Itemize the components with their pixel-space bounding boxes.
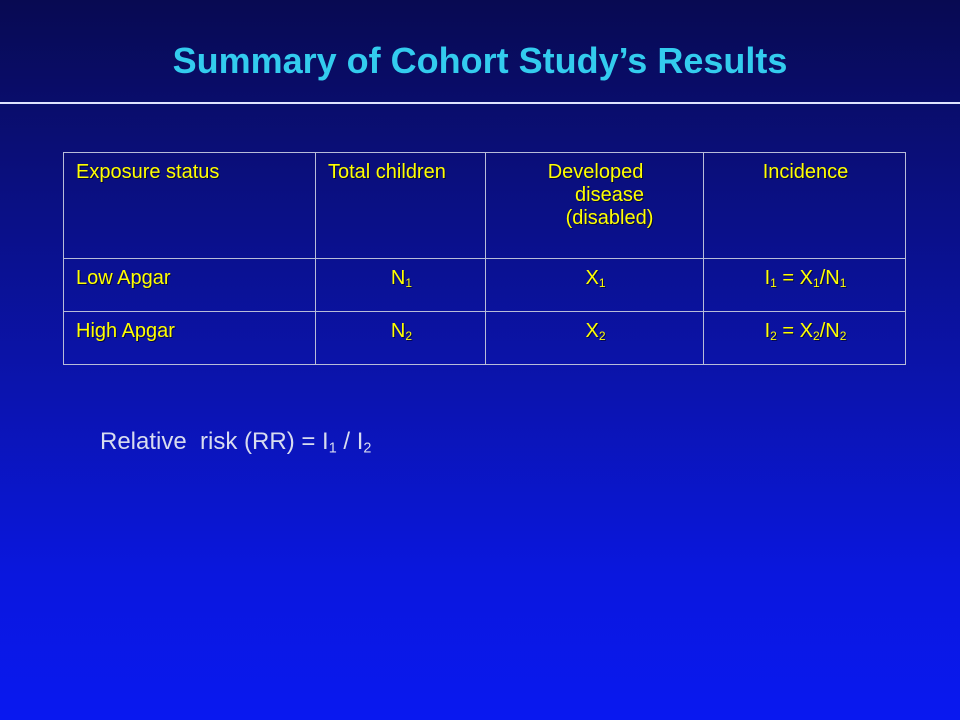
slide-title: Summary of Cohort Study’s Results — [172, 40, 788, 81]
cell-total-base: N — [390, 320, 406, 342]
cell-exposure: High Apgar — [64, 312, 316, 365]
incidence-eq: = X — [776, 267, 813, 289]
cell-developed-sub: 2 — [598, 329, 606, 343]
header-total-children: Total children — [316, 153, 486, 259]
cell-exposure: Low Apgar — [64, 259, 316, 312]
incidence-x-sub: 1 — [813, 276, 820, 290]
results-table — [63, 152, 906, 365]
formula-prefix: Relative risk (RR) = I — [100, 428, 329, 455]
title-divider — [0, 102, 960, 104]
header-incidence: Incidence — [704, 153, 906, 259]
cell-total-base: N — [390, 267, 406, 289]
relative-risk-formula — [100, 428, 371, 456]
cell-developed — [486, 259, 704, 312]
cell-developed — [486, 312, 704, 365]
formula-sub2: 2 — [363, 440, 372, 457]
cell-incidence — [704, 259, 906, 312]
cell-total-sub: 1 — [405, 276, 413, 290]
incidence-i: I — [764, 320, 771, 342]
incidence-x-sub: 2 — [813, 329, 820, 343]
header-developed-disease — [486, 153, 704, 259]
formula-mid: / I — [336, 428, 364, 455]
header-developed-line3: (disabled) — [565, 207, 654, 229]
cell-incidence — [704, 312, 906, 365]
cell-developed-base: X — [585, 320, 599, 342]
incidence-i: I — [764, 267, 771, 289]
cell-developed-base: X — [585, 267, 599, 289]
incidence-i-sub: 2 — [770, 329, 777, 343]
cell-developed-sub: 1 — [598, 276, 606, 290]
cell-total — [316, 259, 486, 312]
incidence-slash: /N — [819, 267, 840, 289]
table-row — [64, 312, 906, 365]
header-exposure-status: Exposure status — [64, 153, 316, 259]
incidence-n-sub: 2 — [839, 329, 847, 343]
table-row — [64, 259, 906, 312]
formula-sub1: 1 — [328, 440, 337, 457]
header-developed-line1: Developed — [547, 161, 644, 183]
incidence-eq: = X — [776, 320, 813, 342]
incidence-slash: /N — [819, 320, 840, 342]
cell-total-sub: 2 — [405, 329, 413, 343]
header-developed-line2: disease — [575, 184, 644, 206]
cell-total — [316, 312, 486, 365]
table-header-row — [64, 153, 906, 259]
incidence-i-sub: 1 — [770, 276, 777, 290]
incidence-n-sub: 1 — [839, 276, 847, 290]
